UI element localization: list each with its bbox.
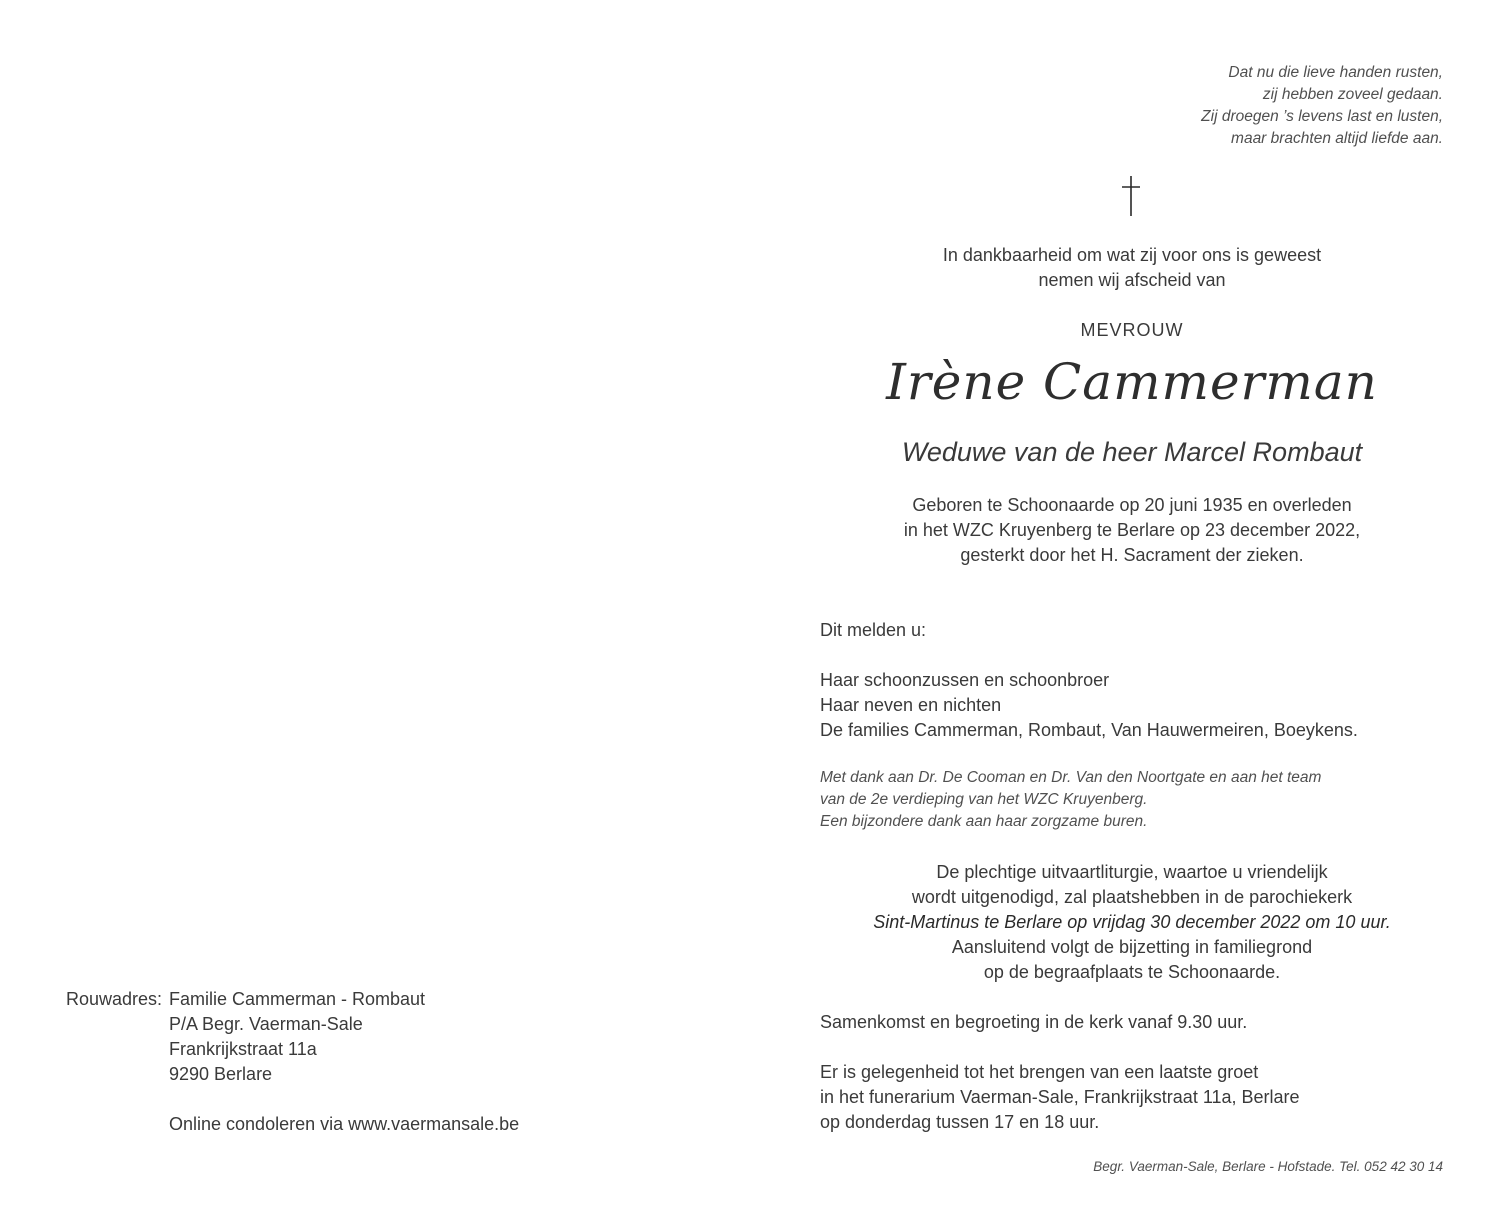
- visit-line: in het funerarium Vaerman-Sale, Frankrijkstraat 11a, Berlare: [820, 1087, 1300, 1107]
- meeting-info: Samenkomst en begroeting in de kerk vanaf 9.30 uur.: [820, 1012, 1248, 1032]
- address-line: Frankrijkstraat 11a: [169, 1039, 317, 1059]
- funeral-line: De plechtige uitvaartliturgie, waartoe u vriendelijk: [936, 862, 1328, 882]
- thanks-line: Met dank aan Dr. De Cooman en Dr. Van den Noortgate en aan het team: [820, 769, 1322, 786]
- visit-info: [820, 1060, 1300, 1135]
- funeral-date-line: Sint-Martinus te Berlare op vrijdag 30 december 2022 om 10 uur.: [873, 912, 1391, 932]
- address-line: 9290 Berlare: [169, 1064, 273, 1084]
- address-line: Familie Cammerman - Rombaut: [169, 989, 426, 1009]
- funeral-line: wordt uitgenodigd, zal plaatshebben in de parochiekerk: [911, 887, 1353, 907]
- announce-text: Dit melden u:: [820, 620, 927, 640]
- online-condolence: Online condoleren via www.vaermansale.be: [169, 1114, 520, 1134]
- deceased-name: Irène Cammerman: [886, 353, 1378, 411]
- family-list: [820, 668, 1358, 743]
- family-line: Haar schoonzussen en schoonbroer: [820, 670, 1110, 690]
- funeral-home-footer: Begr. Vaerman-Sale, Berlare - Hofstade. Tel. 052 42 30 14: [1093, 1159, 1443, 1174]
- thanks-line: van de 2e verdieping van het WZC Kruyenberg.: [820, 791, 1148, 808]
- funeral-line: op de begraafplaats te Schoonaarde.: [983, 962, 1281, 982]
- funeral-line: Aansluitend volgt de bijzetting in familiegrond: [951, 937, 1313, 957]
- intro-text: [832, 243, 1432, 293]
- poem: [1023, 62, 1443, 150]
- poem-line: maar brachten altijd liefde aan.: [1231, 130, 1443, 147]
- family-line: Haar neven en nichten: [820, 695, 1002, 715]
- cross-icon: [1111, 174, 1151, 220]
- birth-line: gesterkt door het H. Sacrament der zieken.: [960, 545, 1304, 565]
- honorific: MEVROUW: [1080, 320, 1184, 340]
- address-label: Rouwadres:: [66, 989, 163, 1009]
- intro-line: In dankbaarheid om wat zij voor ons is geweest: [942, 245, 1322, 265]
- family-line: De families Cammerman, Rombaut, Van Hauwermeiren, Boeykens.: [820, 720, 1358, 740]
- widow-of: Weduwe van de heer Marcel Rombaut: [901, 437, 1363, 467]
- birth-line: Geboren te Schoonaarde op 20 juni 1935 en overleden: [912, 495, 1352, 515]
- birth-line: in het WZC Kruyenberg te Berlare op 23 december 2022,: [903, 520, 1361, 540]
- thanks-note: [820, 767, 1321, 833]
- thanks-line: Een bijzondere dank aan haar zorgzame buren.: [820, 813, 1148, 830]
- intro-line: nemen wij afscheid van: [1038, 270, 1226, 290]
- poem-line: Zij droegen ’s levens last en lusten,: [1201, 108, 1443, 125]
- address-line: P/A Begr. Vaerman-Sale: [169, 1014, 363, 1034]
- poem-line: Dat nu die lieve handen rusten,: [1228, 64, 1443, 81]
- visit-line: Er is gelegenheid tot het brengen van een laatste groet: [820, 1062, 1259, 1082]
- poem-line: zij hebben zoveel gedaan.: [1262, 86, 1443, 103]
- funeral-info: [832, 860, 1432, 985]
- visit-line: op donderdag tussen 17 en 18 uur.: [820, 1112, 1100, 1132]
- birth-death-info: [832, 493, 1432, 568]
- address-lines: [169, 987, 425, 1087]
